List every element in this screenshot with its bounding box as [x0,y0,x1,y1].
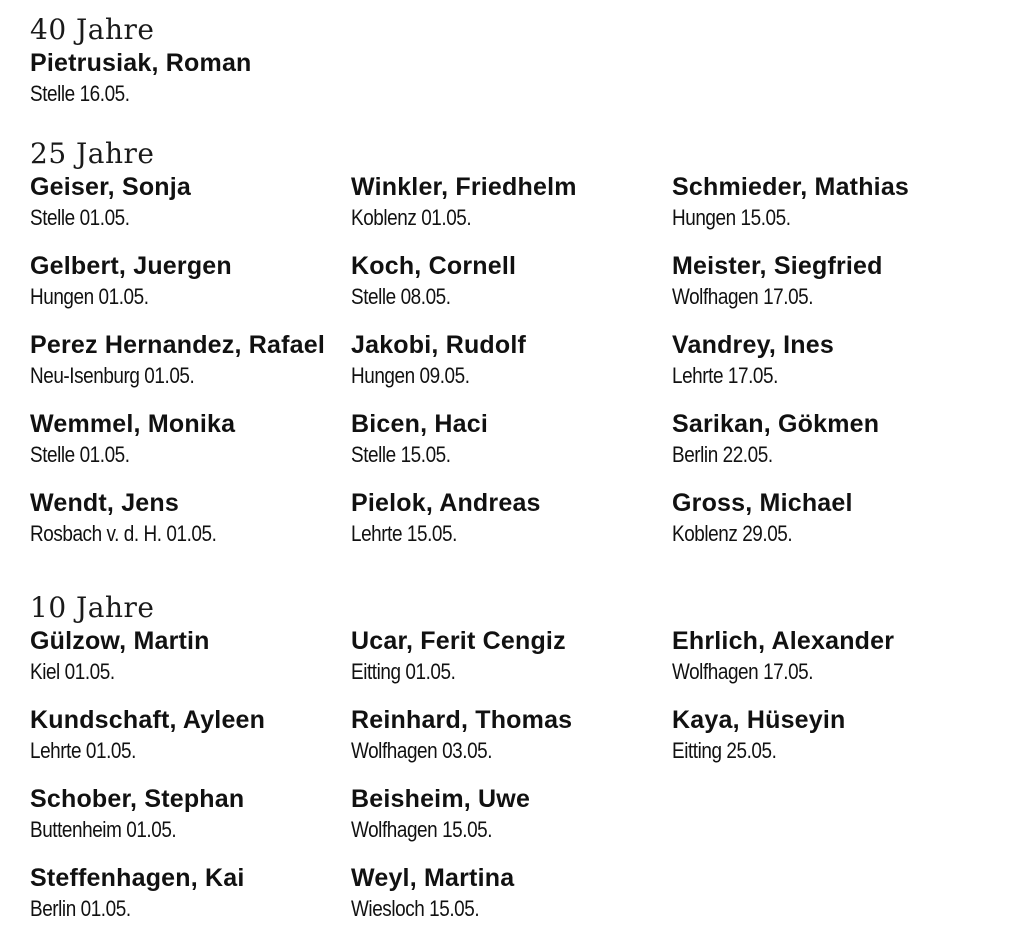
list-item [672,626,990,705]
list-item [351,784,672,863]
person-name: Jakobi, Rudolf [351,331,527,359]
location-date: Eitting 25.05. [672,738,777,763]
list-item [351,409,672,488]
location-date: Rosbach v. d. H. 01.05. [30,521,217,546]
location-date: Stelle 01.05. [30,205,130,230]
location-date: Stelle 16.05. [30,81,130,106]
person-name: Geiser, Sonja [30,173,192,201]
person-name: Kundschaft, Ayleen [30,706,266,734]
list-item-empty [672,784,990,863]
list-item [30,251,351,330]
person-name: Wendt, Jens [30,489,179,517]
location-date: Hungen 01.05. [30,284,149,309]
list-item [351,626,672,705]
person-name: Weyl, Martina [351,864,515,892]
list-item [672,488,990,567]
list-item [351,251,672,330]
person-name: Perez Hernandez, Rafael [30,331,325,359]
person-name: Meister, Siegfried [672,252,883,280]
person-name: Gelbert, Juergen [30,252,232,280]
list-item [30,172,351,251]
section-25-jahre [30,136,990,590]
location-date: Wiesloch 15.05. [351,896,480,921]
list-item [672,705,990,784]
person-name: Kaya, Hüseyin [672,706,846,734]
list-item-empty [672,863,990,942]
person-name: Gülzow, Martin [30,627,210,655]
location-date: Koblenz 01.05. [351,205,472,230]
location-date: Eitting 01.05. [351,659,456,684]
person-name: Winkler, Friedhelm [351,173,577,201]
person-name: Vandrey, Ines [672,331,834,359]
section-heading: 40 Jahre [30,13,155,46]
list-item [672,251,990,330]
list-item [351,488,672,567]
location-date: Stelle 15.05. [351,442,451,467]
person-name: Schober, Stephan [30,785,245,813]
location-date: Kiel 01.05. [30,659,115,684]
person-name: Ucar, Ferit Cengiz [351,627,566,655]
section-10-jahre [30,590,990,942]
entry-grid [30,172,990,567]
person-name: Reinhard, Thomas [351,706,573,734]
person-name: Sarikan, Gökmen [672,410,880,438]
anniversary-list [30,12,990,942]
person-name: Pielok, Andreas [351,489,541,517]
location-date: Wolfhagen 15.05. [351,817,493,842]
location-date: Koblenz 29.05. [672,521,793,546]
location-date: Neu-Isenburg 01.05. [30,363,195,388]
list-item [30,626,351,705]
section-heading: 25 Jahre [30,137,155,170]
list-item [351,705,672,784]
list-item [672,330,990,409]
person-name: Schmieder, Mathias [672,173,910,201]
person-name: Steffenhagen, Kai [30,864,245,892]
location-date: Berlin 22.05. [672,442,773,467]
location-date: Wolfhagen 17.05. [672,659,814,684]
list-item [30,330,351,409]
location-date: Berlin 01.05. [30,896,131,921]
location-date: Wolfhagen 03.05. [351,738,493,763]
list-item [672,409,990,488]
location-date: Stelle 08.05. [351,284,451,309]
entry-grid [30,48,990,130]
person-name: Ehrlich, Alexander [672,627,895,655]
list-item [30,863,351,942]
list-item [30,705,351,784]
entry-grid [30,626,990,942]
list-item [351,863,672,942]
list-item [351,172,672,251]
list-item [30,409,351,488]
location-date: Stelle 01.05. [30,442,130,467]
location-date: Lehrte 01.05. [30,738,136,763]
location-date: Lehrte 15.05. [351,521,457,546]
person-name: Bicen, Haci [351,410,488,438]
person-name: Wemmel, Monika [30,410,236,438]
location-date: Hungen 15.05. [672,205,791,230]
person-name: Koch, Cornell [351,252,517,280]
list-item [672,172,990,251]
list-item [30,784,351,863]
list-item [30,488,351,567]
section-heading: 10 Jahre [30,591,155,624]
location-date: Buttenheim 01.05. [30,817,177,842]
location-date: Hungen 09.05. [351,363,470,388]
location-date: Wolfhagen 17.05. [672,284,814,309]
list-item [351,330,672,409]
location-date: Lehrte 17.05. [672,363,778,388]
section-40-jahre [30,12,990,136]
person-name: Gross, Michael [672,489,853,517]
person-name: Beisheim, Uwe [351,785,531,813]
list-item [30,48,351,130]
person-name: Pietrusiak, Roman [30,49,252,77]
